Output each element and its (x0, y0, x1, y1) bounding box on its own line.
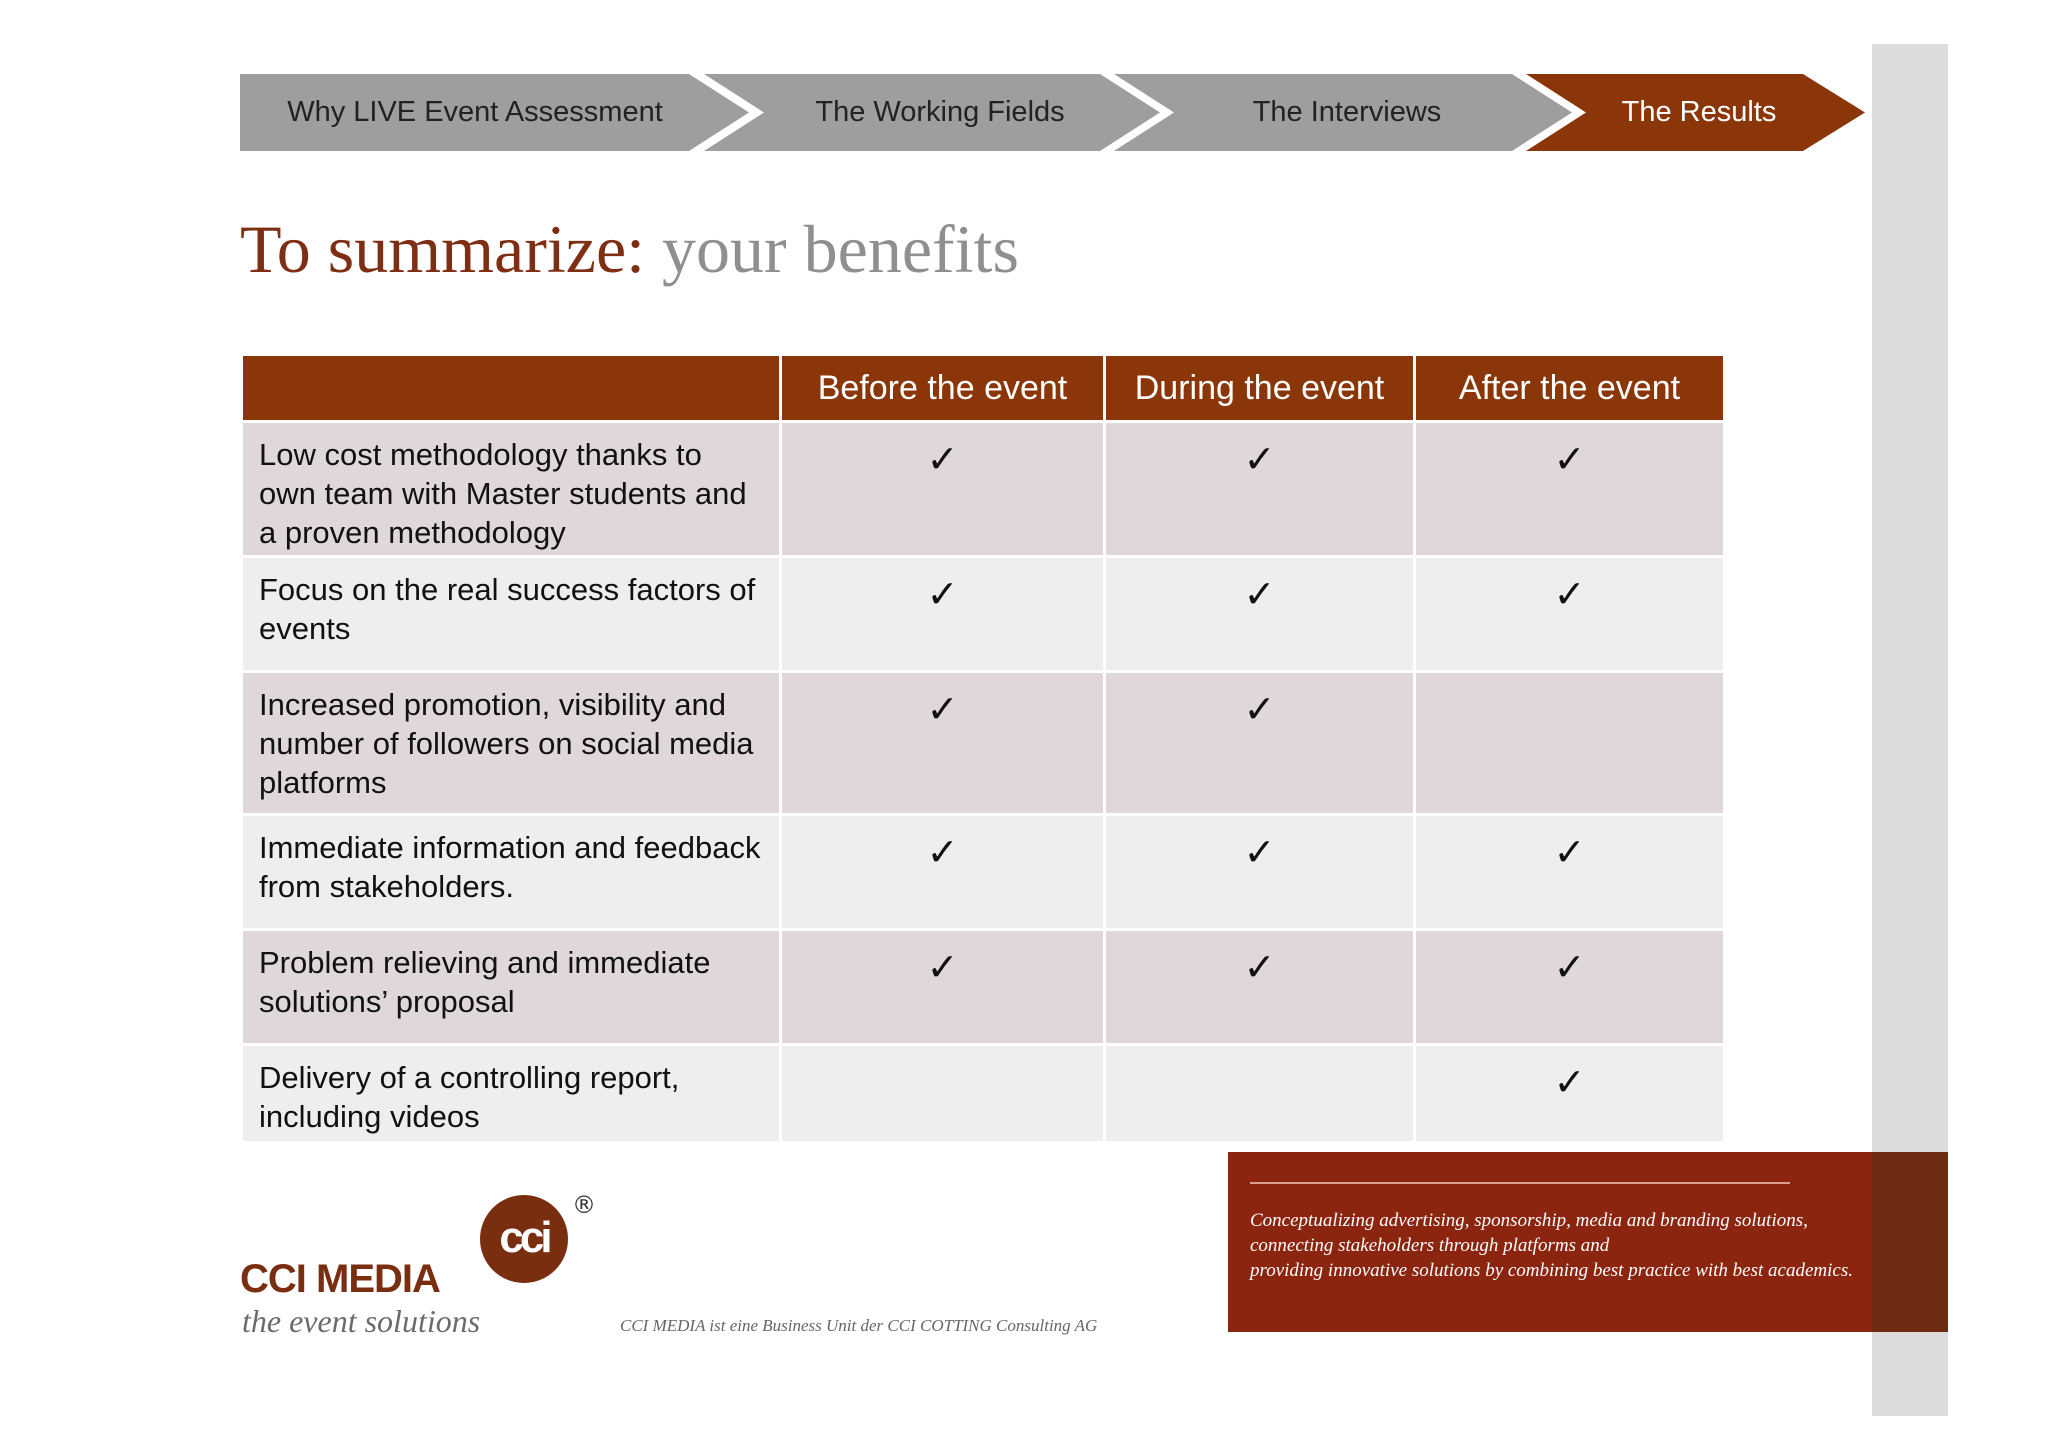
table-row (242, 1045, 1725, 1143)
table-row (242, 422, 1725, 557)
checkmark-icon: ✓ (1415, 422, 1725, 557)
footer-divider (1250, 1182, 1790, 1184)
checkmark-icon: ✓ (1105, 930, 1415, 1045)
logo-tagline: the event solutions (242, 1303, 481, 1339)
table-row (242, 930, 1725, 1045)
empty-cell (781, 1045, 1105, 1143)
registered-mark: ® (572, 1191, 596, 1219)
benefits-table (240, 353, 1726, 1144)
table-body (242, 422, 1725, 1143)
step-why-live[interactable]: Why LIVE Event Assessment (287, 96, 663, 128)
benefit-label: Problem relieving and immediate solutions’ proposal (242, 930, 781, 1045)
checkmark-icon: ✓ (1415, 557, 1725, 672)
checkmark-icon: ✓ (781, 930, 1105, 1045)
checkmark-icon: ✓ (1105, 815, 1415, 930)
checkmark-icon: ✓ (1105, 422, 1415, 557)
empty-cell (1415, 672, 1725, 815)
progress-breadcrumb (240, 74, 1865, 151)
benefit-label: Focus on the real success factors of events (242, 557, 781, 672)
table-row (242, 672, 1725, 815)
step-interviews[interactable]: The Interviews (1252, 96, 1442, 128)
page-title (240, 210, 1019, 289)
header-during: During the event (1105, 355, 1415, 422)
checkmark-icon: ✓ (1415, 930, 1725, 1045)
header-after: After the event (1415, 355, 1725, 422)
table-row (242, 815, 1725, 930)
header-empty (242, 355, 781, 422)
checkmark-icon: ✓ (1105, 672, 1415, 815)
benefit-label: Low cost methodology thanks to own team with Master students and a proven methodology (242, 422, 781, 557)
title-part-1: To summarize: (240, 211, 646, 287)
logo-name: CCI MEDIA (240, 1257, 440, 1301)
checkmark-icon: ✓ (781, 422, 1105, 557)
cci-logo-mark: cci (480, 1195, 568, 1283)
title-part-2: your benefits (645, 211, 1019, 287)
benefit-label: Immediate information and feedback from stakeholders. (242, 815, 781, 930)
step-working-fields[interactable]: The Working Fields (815, 96, 1065, 128)
checkmark-icon: ✓ (1105, 557, 1415, 672)
footer-box-tab (1872, 1152, 1948, 1332)
table-row (242, 557, 1725, 672)
footer-line-2: connecting stakeholders through platforms and (1250, 1235, 1610, 1256)
checkmark-icon: ✓ (781, 672, 1105, 815)
header-before: Before the event (781, 355, 1105, 422)
step-results[interactable]: The Results (1621, 96, 1777, 128)
footer-line-1: Conceptualizing advertising, sponsorship, media and branding solutions, (1250, 1210, 1808, 1231)
footnote: CCI MEDIA ist eine Business Unit der CCI COTTING Consulting AG (620, 1316, 1098, 1335)
footer-text (1250, 1208, 1853, 1283)
benefit-label: Delivery of a controlling report, including videos (242, 1045, 781, 1143)
table-header-row (242, 355, 1725, 422)
footer-line-3: providing innovative solutions by combining best practice with best academics. (1250, 1260, 1853, 1281)
checkmark-icon: ✓ (781, 815, 1105, 930)
checkmark-icon: ✓ (781, 557, 1105, 672)
checkmark-icon: ✓ (1415, 815, 1725, 930)
empty-cell (1105, 1045, 1415, 1143)
benefit-label: Increased promotion, visibility and number of followers on social media platforms (242, 672, 781, 815)
checkmark-icon: ✓ (1415, 1045, 1725, 1143)
